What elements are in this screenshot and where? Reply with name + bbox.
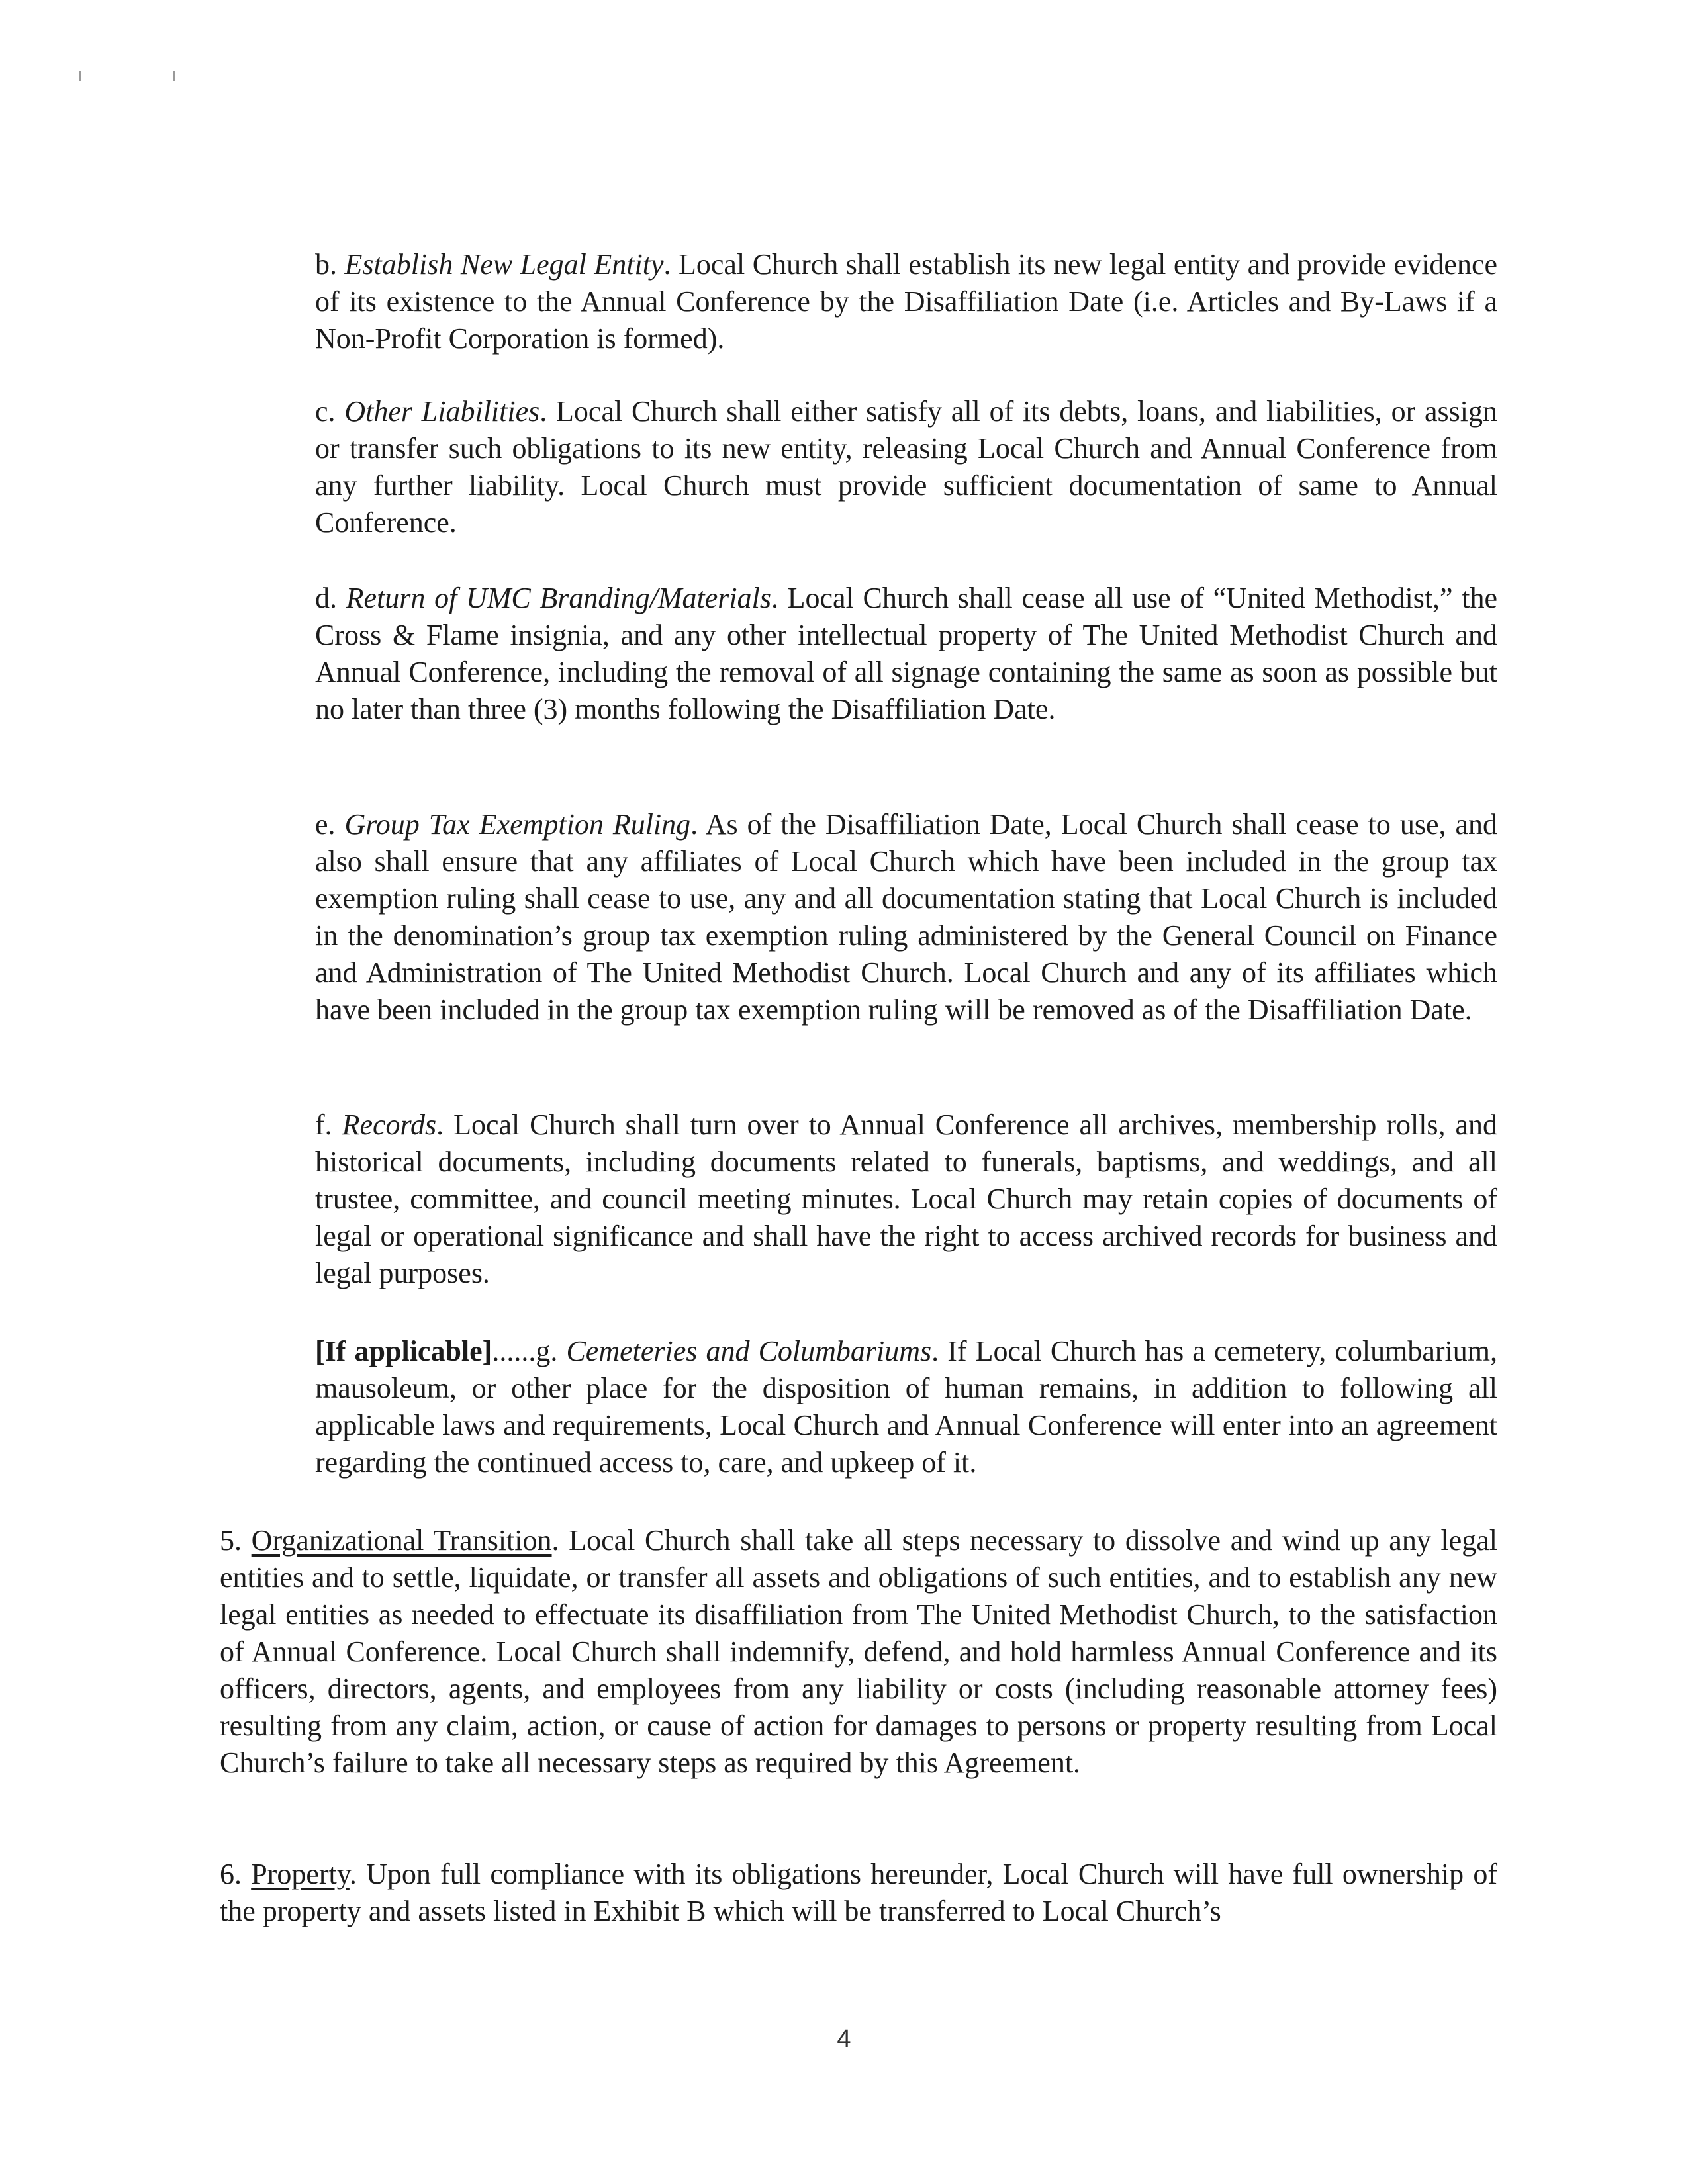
paragraph-g-text: . If Local Church has a cemetery, columbarium, mausoleum, or other place for the disposition of human remains, in addition to following all applicable laws and requirements, Local Church and Annual Conference will enter into an agreement regarding the continued access to, care, and upkeep of it.: [315, 1335, 1498, 1479]
paragraph-c: [315, 393, 1497, 541]
paragraph-f: [315, 1107, 1497, 1292]
paragraph-c-text: . Local Church shall either satisfy all of its debts, loans, and liabilities, or assign or transfer such obligations to its new entity, releasing Local Church and Annual Conference from any further liability. Local Church must provide sufficient documentation of same to Annual Conference.: [315, 395, 1498, 539]
paragraph-e: [315, 806, 1497, 1028]
section-5-heading: Organizational Transition: [251, 1524, 552, 1557]
paragraph-g-tag: [If applicable]: [315, 1335, 492, 1367]
paragraph-d-prefix: d.: [315, 582, 346, 614]
paragraph-e-prefix: e.: [315, 808, 345, 841]
paragraph-g-label: Cemeteries and Columbariums: [566, 1335, 932, 1367]
section-6-text: . Upon full compliance with its obligations hereunder, Local Church will have full ownership of the property and assets listed in Exhibit B which will be transferred to Local Church’s: [220, 1858, 1498, 1927]
section-5-prefix: 5.: [220, 1524, 252, 1557]
paragraph-g-prefix: ......g.: [492, 1335, 567, 1367]
paragraph-d-text: . Local Church shall cease all use of “United Methodist,” the Cross & Flame insignia, and any other intellectual property of The United Methodist Church and Annual Conference, including the removal of all signage containing the same as soon as possible but no later than three (3) months following the Disaffiliation Date.: [315, 582, 1497, 725]
paragraph-d-label: Return of UMC Branding/Materials: [346, 582, 771, 614]
paragraph-c-label: Other Liabilities: [344, 395, 540, 428]
paragraph-b-label: Establish New Legal Entity: [344, 248, 664, 281]
paragraph-f-label: Records: [342, 1109, 437, 1141]
paragraph-b: [315, 246, 1497, 357]
paragraph-f-prefix: f.: [315, 1109, 342, 1141]
paragraph-b-text: . Local Church shall establish its new legal entity and provide evidence of its existence to the Annual Conference by the Disaffiliation Date (i.e. Articles and By-Laws if a Non-Profit Corporation is formed).: [315, 248, 1498, 355]
section-5: [220, 1522, 1497, 1782]
scan-artifact: [173, 71, 175, 81]
paragraph-g: [315, 1333, 1497, 1481]
paragraph-b-prefix: b.: [315, 248, 345, 281]
page-number: 4: [837, 2025, 851, 2053]
paragraph-e-label: Group Tax Exemption Ruling: [344, 808, 691, 841]
paragraph-e-text: . As of the Disaffiliation Date, Local Church shall cease to use, and also shall ensure that any affiliates of Local Church which have been included in the group tax exemption ruling shall cease to use, any and all documentation stating that Local Church is included in the denomination’s group tax exemption ruling administered by the General Council on Finance and Administration of The United Methodist Church. Local Church and any of its affiliates which have been included in the group tax exemption ruling will be removed as of the Disaffiliation Date.: [315, 808, 1498, 1026]
section-6-prefix: 6.: [220, 1858, 252, 1890]
section-6: [220, 1856, 1497, 1930]
section-6-heading: Property: [251, 1858, 350, 1890]
paragraph-d: [315, 580, 1497, 728]
section-5-text: . Local Church shall take all steps necessary to dissolve and wind up any legal entities and to settle, liquidate, or transfer all assets and obligations of such entities, and to establish any new legal entities as needed to effectuate its disaffiliation from The United Methodist Church, to the satisfaction of Annual Conference. Local Church shall indemnify, defend, and hold harmless Annual Conference and its officers, directors, agents, and employees from any liability or costs (including reasonable attorney fees) resulting from any claim, action, or cause of action for damages to persons or property resulting from Local Church’s failure to take all necessary steps as required by this Agreement.: [220, 1524, 1497, 1779]
paragraph-c-prefix: c.: [315, 395, 345, 428]
paragraph-f-text: . Local Church shall turn over to Annual Conference all archives, membership rolls, and historical documents, including documents related to funerals, baptisms, and weddings, and all trustee, committee, and council meeting minutes. Local Church may retain copies of documents of legal or operational significance and shall have the right to access archived records for business and legal purposes.: [315, 1109, 1498, 1289]
scan-artifact: [79, 71, 81, 81]
